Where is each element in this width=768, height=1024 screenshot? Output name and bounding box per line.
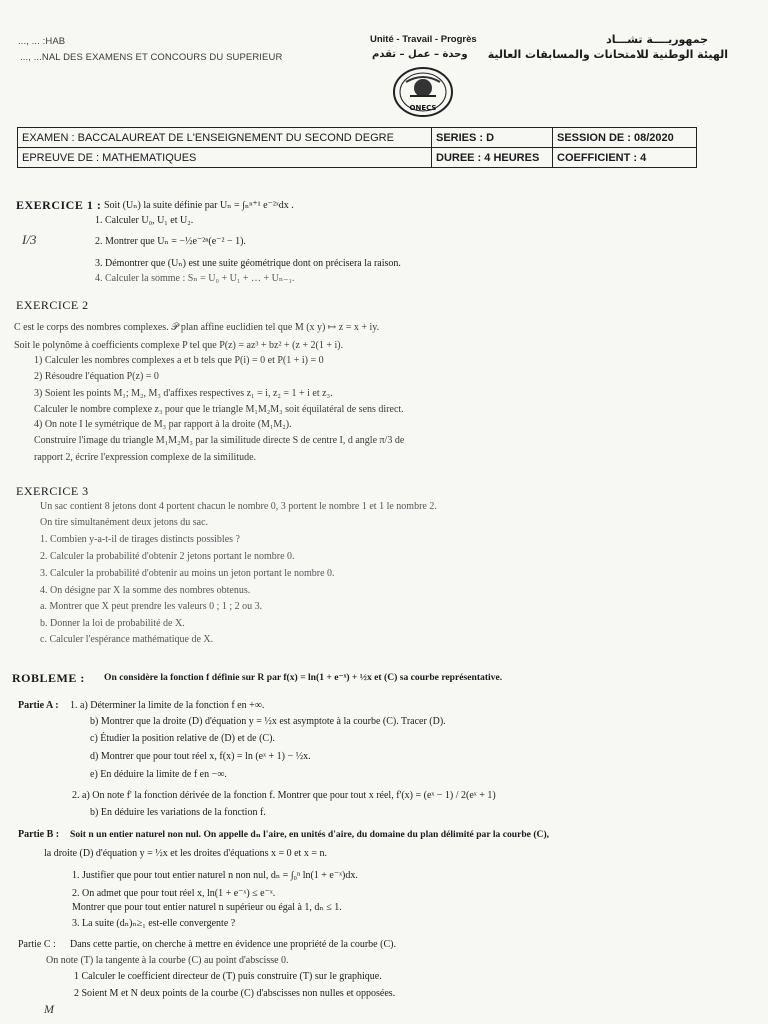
partB-item-3: 3. La suite (dₙ)ₙ≥₁ est-elle convergente ? bbox=[72, 918, 236, 929]
partA-item-1a: 1. a) Déterminer la limite de la fonction f en +∞. bbox=[70, 700, 265, 711]
partC-intro2: On note (T) la tangente à la courbe (C) au point d'abscisse 0. bbox=[46, 955, 289, 966]
exercice3-item-1: 1. Combien y-a-t-il de tirages distincts possibles ? bbox=[40, 534, 240, 545]
exercice3-line1: Un sac contient 8 jetons dont 4 portent chacun le nombre 0, 3 portent le nombre 1 et 1 le nombre 2. bbox=[40, 501, 437, 512]
partB-intro2: la droite (D) d'équation y = ½x et les droites d'équations x = 0 et x = n. bbox=[44, 848, 327, 859]
exercice3-item-4c: c. Calculer l'espérance mathématique de X. bbox=[40, 634, 214, 645]
exercice2-item-6: Construire l'image du triangle M₁M₂M₃ par la similitude directe S de centre I, d angle π/3 de bbox=[34, 435, 405, 446]
exercice1-item-1: 1. Calculer U₀, U₁ et U₂. bbox=[95, 215, 194, 226]
exercice2-line2: Soit le polynôme à coefficients complexe P tel que P(z) = az³ + bz² + (z + 2(1 + i). bbox=[14, 340, 344, 351]
exercice2-item-4: Calculer le nombre complexe z₃ pour que le triangle M₁M₂M₃ soit équilatéral de sens direct. bbox=[34, 404, 404, 415]
exercice2-title: EXERCICE 2 bbox=[16, 298, 89, 312]
header-left-line2: ..., ...NAL DES EXAMENS ET CONCOURS DU SUPERIEUR bbox=[20, 52, 283, 63]
exercice2-line1: C est le corps des nombres complexes. 𝒫 plan affine euclidien tel que M (x y) ↦ z = x + iy. bbox=[14, 322, 380, 333]
partA-item-1c: c) Étudier la position relative de (D) et de (C). bbox=[90, 733, 275, 744]
header-center-line2: وحدة – عمل – تقدم bbox=[372, 49, 468, 60]
exercice3-item-4b: b. Donner la loi de probabilité de X. bbox=[40, 618, 185, 629]
partA-item-2a: 2. a) On note f' la fonction dérivée de la fonction f. Montrer que pour tout x réel, f'(x) = (eˣ − 1) / 2(eˣ + 1) bbox=[72, 790, 496, 801]
partB-intro1: Soit n un entier naturel non nul. On appelle dₙ l'aire, en unités d'aire, du domaine du plan délimité par la courbe (C), bbox=[70, 829, 550, 840]
onecs-seal-logo bbox=[392, 66, 454, 118]
probleme-title: ROBLEME : bbox=[12, 671, 85, 685]
partB-item-2: 2. On admet que pour tout réel x, ln(1 + e⁻ˣ) ≤ e⁻ˣ. bbox=[72, 888, 276, 899]
exercice1-item-3: 3. Démontrer que (Uₙ) est une suite géométrique dont on précisera la raison. bbox=[95, 258, 401, 269]
partA-label: Partie A : bbox=[18, 700, 59, 711]
margin-mark-bottom: M bbox=[44, 1002, 54, 1016]
exercice1-intro: Soit (Uₙ) la suite définie par Uₙ = ∫ₙⁿ⁺¹ e⁻²ˣdx . bbox=[104, 200, 294, 211]
probleme-intro: On considère la fonction f définie sur R par f(x) = ln(1 + e⁻ˣ) + ½x et (C) sa courbe représentative. bbox=[104, 672, 503, 683]
exercice3-title: EXERCICE 3 bbox=[16, 484, 89, 498]
exam-cell: EXAMEN : BACCALAUREAT DE L'ENSEIGNEMENT DU SECOND DEGRE bbox=[18, 128, 432, 148]
session-cell: SESSION DE : 08/2020 bbox=[553, 128, 697, 148]
partB-label: Partie B : bbox=[18, 829, 60, 840]
partC-label: Partie C : bbox=[18, 939, 56, 950]
partA-item-1e: e) En déduire la limite de f en −∞. bbox=[90, 769, 227, 780]
exercice2-item-3: 3) Soient les points M₁; M₂, M₃ d'affixes respectives z₁ = i, z₂ = 1 + i et z₃. bbox=[34, 388, 333, 399]
header-left-line1: ..., ... :HAB bbox=[18, 36, 66, 47]
exercice3-item-4: 4. On désigne par X la somme des nombres obtenus. bbox=[40, 585, 251, 596]
seal-text: ONECS bbox=[409, 104, 437, 112]
exercice2-item-5: 4) On note I le symétrique de M₃ par rapport à la droite (M₁M₂). bbox=[34, 419, 292, 430]
exercice3-item-2: 2. Calculer la probabilité d'obtenir 2 jetons portant le nombre 0. bbox=[40, 551, 295, 562]
partC-intro1: Dans cette partie, on cherche à mettre en évidence une propriété de la courbe (C). bbox=[70, 939, 396, 950]
exercice1-item-2: 2. Montrer que Uₙ = −½e⁻²ⁿ(e⁻² − 1). bbox=[95, 236, 246, 247]
partB-item-1: 1. Justifier que pour tout entier naturel n non nul, dₙ = ∫₀ⁿ ln(1 + e⁻ˣ)dx. bbox=[72, 870, 358, 881]
partA-item-2b: b) En déduire les variations de la fonction f. bbox=[90, 807, 266, 818]
header-right-line2: الهيئة الوطنية للامتحانات والمسابقات العالية bbox=[487, 48, 728, 61]
exam-info-table bbox=[17, 127, 697, 168]
exercice2-item-7: rapport 2, écrire l'expression complexe de la similitude. bbox=[34, 452, 257, 463]
exercice3-item-4a: a. Montrer que X peut prendre les valeurs 0 ; 1 ; 2 ou 3. bbox=[40, 601, 263, 612]
header-center-line1: Unité - Travail - Progrès bbox=[370, 34, 477, 45]
series-cell: SERIES : D bbox=[432, 128, 553, 148]
duree-cell: DUREE : 4 HEURES bbox=[432, 148, 553, 168]
partA-item-1b: b) Montrer que la droite (D) d'équation y = ½x est asymptote à la courbe (C). Tracer (D). bbox=[90, 716, 446, 727]
partB-item-2b: Montrer que pour tout entier naturel n supérieur ou égal à 1, dₙ ≤ 1. bbox=[72, 902, 342, 913]
exercice2-item-1: 1) Calculer les nombres complexes a et b tels que P(i) = 0 et P(1 + i) = 0 bbox=[34, 355, 324, 366]
exercice3-line2: On tire simultanément deux jetons du sac. bbox=[40, 517, 209, 528]
exercice1-item-4: 4. Calculer la somme : Sₙ = U₀ + U₁ + … + Uₙ₋₁. bbox=[95, 273, 295, 284]
epreuve-cell: EPREUVE DE : MATHEMATIQUES bbox=[18, 148, 432, 168]
exercice1-title: EXERCICE 1 : bbox=[16, 198, 102, 212]
header-right-line1: جمهوريــــة تشـــاد bbox=[606, 33, 708, 46]
exercice2-item-2: 2) Résoudre l'équation P(z) = 0 bbox=[34, 371, 159, 382]
margin-mark-ex1: I/3 bbox=[22, 232, 37, 247]
partC-item-2: 2 Soient M et N deux points de la courbe (C) d'abscisses non nulles et opposées. bbox=[74, 988, 396, 999]
partA-item-1d: d) Montrer que pour tout réel x, f(x) = ln (eˣ + 1) − ½x. bbox=[90, 751, 311, 762]
coefficient-cell: COEFFICIENT : 4 bbox=[553, 148, 697, 168]
exercice3-item-3: 3. Calculer la probabilité d'obtenir au moins un jeton portant le nombre 0. bbox=[40, 568, 335, 579]
partC-item-1: 1 Calculer le coefficient directeur de (T) puis construire (T) sur le graphique. bbox=[74, 971, 382, 982]
